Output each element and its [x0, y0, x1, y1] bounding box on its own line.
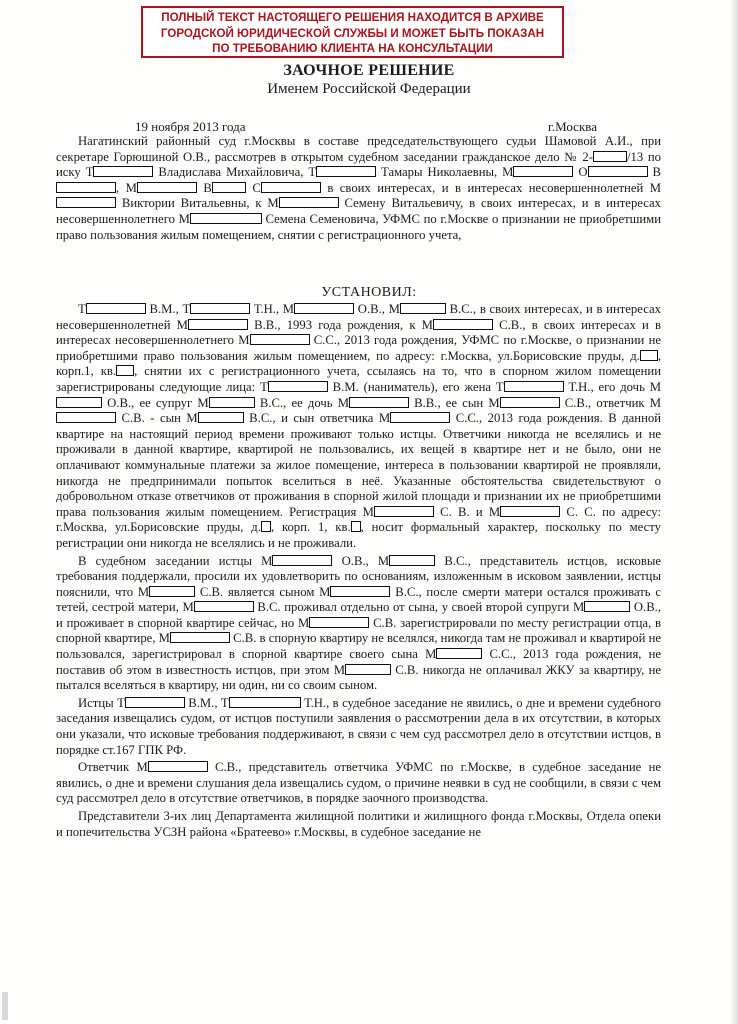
redaction-box [390, 412, 450, 423]
redaction-box [212, 182, 246, 193]
redaction-box [116, 365, 134, 376]
text-run: Т.Н., М [250, 302, 295, 316]
redaction-box [149, 586, 195, 597]
redaction-box [190, 213, 262, 224]
banner-line: ПО ТРЕБОВАНИЮ КЛИЕНТА НА КОНСУЛЬТАЦИИ [212, 42, 493, 55]
text-run: С.В., представитель ответчика УФМС по г.Москве, в судебное заседание не явились, о дне и времени слушания дела извещались судом, о причине неявки в суд не сообщили, в связи с чем суд рассмотрел дело в отсутствие ответчиков, в порядке заочного производства. [56, 760, 662, 806]
plaintiffs-absent-paragraph [56, 696, 661, 758]
banner-line: ГОРОДСКОЙ ЮРИДИЧЕСКОЙ СЛУЖБЫ И МОЖЕТ БЫТЬ ПОКАЗАН [160, 26, 545, 40]
text-run: /13 по иску Т [56, 149, 661, 180]
text-run: С.В. никогда не оплачивал ЖКУ за квартиру, не пытался вселяться в квартиру, ни один, ни со своим сыном. [56, 662, 661, 693]
text-run: Т.Н., его дочь М [563, 379, 661, 394]
scan-margin-mark [2, 992, 8, 1020]
redaction-box [137, 182, 197, 193]
redaction-box [433, 319, 493, 330]
redaction-box [272, 555, 332, 566]
text-run: В.С. проживал отдельно от сына, у своей второй супруги М [253, 600, 585, 615]
section-heading: УСТАНОВИЛ: [321, 285, 417, 300]
scan-edge-shadow [730, 0, 738, 1024]
redaction-box [584, 601, 630, 612]
redaction-box [93, 166, 153, 177]
text-run: Представители 3-их лиц Департамента жилищной политики и жилищного фонда г.Москвы, Отдела опеки и попечительства УСЗН района «Братеево» г.Москвы, в судебное заседание не [56, 809, 661, 839]
text-run: Владислава Михайловича, Т [153, 165, 317, 180]
text-run: , снятии их с регистрационного учета, ссылаясь на то, что в спорном жилом помещении зарегистрированы следующие лица: Т [56, 364, 661, 394]
text-run: Семену Витальевичу, в своих интересах, и в интересах несовершеннолетнего М [56, 196, 661, 226]
redaction-box [56, 182, 116, 193]
text-run: в своих интересах, и в интересах несовершеннолетней М [320, 180, 662, 195]
claim-paragraph [56, 302, 661, 552]
text-run: Ответчик М [78, 760, 148, 775]
redaction-box [56, 397, 102, 408]
text-run: С.В. в спорную квартиру не вселялся, никогда там не проживал и квартирой не пользовался, зарегистрировал в спорной квартире своего сына М [56, 631, 662, 662]
redaction-box [500, 397, 560, 408]
third-parties-paragraph [56, 809, 661, 840]
text-run: В.С., ее дочь М [254, 395, 349, 410]
intro-paragraph [56, 134, 661, 245]
redaction-box [188, 319, 248, 330]
redaction-box [345, 664, 391, 675]
redaction-box [588, 166, 648, 177]
text-run: С.В. - сын М [116, 411, 198, 426]
text-run: В.М., Т [145, 302, 191, 316]
text-run: О.В., М [354, 302, 400, 316]
redaction-box [261, 521, 271, 532]
redaction-box [436, 648, 482, 659]
text-run: В.В., ее сын М [409, 395, 500, 410]
redaction-box [190, 303, 250, 314]
redaction-box [374, 506, 434, 517]
text-run: Семена Семеновича, УФМС по г.Москве о признании не приобретшими право пользования жилым помещением, снятии с регистрационного учета, [56, 211, 661, 242]
redaction-box [56, 412, 116, 423]
text-run: С.С., 2013 года рождения, не поставив об этом в известность истцов, при этом М [56, 647, 662, 677]
redaction-box [279, 197, 339, 208]
text-run: В.В., 1993 года рождения, к М [247, 317, 433, 332]
text-run: С [245, 180, 261, 195]
redaction-box [294, 303, 354, 314]
text-run: Истцы Т [78, 695, 125, 710]
banner-line: ПОЛНЫЙ ТЕКСТ НАСТОЯЩЕГО РЕШЕНИЯ НАХОДИТСЯ В АРХИВЕ [161, 11, 544, 24]
redaction-box [640, 350, 658, 361]
respondent-absent-paragraph [56, 760, 661, 807]
text-run: , носит формальный характер, поскольку по месту регистрации они никогда не вселялись и не проживали. [56, 520, 661, 550]
redaction-box [513, 166, 573, 177]
text-run: В судебном заседании истцы М [78, 553, 273, 568]
redaction-box [351, 521, 361, 532]
text-run: О [573, 165, 588, 180]
redaction-box [56, 197, 116, 208]
document-subtitle: Именем Российской Федерации [267, 81, 471, 97]
redaction-box [170, 632, 230, 643]
redaction-box [349, 397, 409, 408]
decision-date: 19 ноября 2013 года [135, 119, 246, 134]
text-run: Виктории Витальевны, к М [116, 196, 279, 211]
text-run: С.С., 2013 года рождения. В данной квартире на настоящий период времени проживают только истцы. Ответчики никогда не вселялись и не проживали в данной квартире, квартирой не пользовались, их вещей в квартире нет и не было, они не оплачивают коммунальные платежи за жилое помещение, интереса в пользовании квартирой не проявляли, никогда не предпринимали попыток вселиться в неё. Указанные обстоятельства свидетельствуют о добровольном отказе ответчиков от проживания в спорной жилой площади и признании их не приобретшими права пользования жилым помещением. Регистрация М [56, 411, 661, 519]
text-run: , корп. 1, кв. [270, 520, 351, 535]
text-run: В.М. (наниматель), его жена Т [327, 379, 504, 394]
redaction-box [316, 166, 376, 177]
text-run: В.С., представитель истцов, исковые требования поддержали, просили их удовлетворить по основаниям, изложенным в исковом заявлении, истцы пояснили, что М [56, 553, 662, 599]
text-run: О.В., М [332, 553, 390, 568]
text-run: О.В., и проживает в спорной квартире сейчас, но М [56, 600, 662, 630]
redaction-box [309, 617, 369, 628]
text-run: Т.Н., в судебное заседание не явились, о дне и времени судебного заседания извещались судом, от истцов поступили заявления о рассмотрении дела в их отсутствии, в которых они указали, что исковые требования поддерживают, в связи с чем суд рассмотрел дело в отсутствии истцов, в порядке ст.167 ГПК РФ. [56, 695, 662, 757]
text-run: Тамары Николаевны, М [376, 165, 514, 180]
text-run: С.В. является сыном М [195, 584, 331, 599]
redaction-box [209, 397, 255, 408]
redaction-box [389, 555, 435, 566]
decision-body [56, 302, 661, 842]
redaction-box [330, 586, 390, 597]
text-run: С.В., в своих интересах и в интересах несовершеннолетнего М [56, 317, 661, 348]
redaction-box [125, 697, 185, 708]
text-run: С.С., 2013 года рождения, УФМС по г.Москве, о признании не приобретшими право пользования жилым помещением, по адресу: г.Москва, ул.Борисовские пруды, д. [56, 333, 662, 363]
hearing-paragraph [56, 554, 661, 694]
text-run: С.В. зарегистрировали по месту регистрации отца, в спорной квартире, М [56, 615, 661, 646]
redaction-box [148, 761, 208, 772]
text-run: В.С., и сын ответчика М [243, 411, 391, 426]
text-run: , М [116, 180, 137, 195]
redaction-box [400, 303, 446, 314]
text-run: , корп.1, кв. [56, 348, 661, 379]
redaction-box [250, 334, 310, 345]
redaction-box [194, 601, 254, 612]
archive-notice-banner [141, 6, 564, 58]
text-run: В.М., Т [184, 695, 229, 710]
text-run: В.С., после смерти матери остался проживать с тетей, сестрой матери, М [56, 584, 661, 615]
decision-city: г.Москва [548, 119, 597, 134]
redaction-box [500, 506, 560, 517]
text-run: С. С. по адресу: г.Москва, ул.Борисовские пруды, д. [56, 504, 662, 535]
text-run: С. В. и М [433, 504, 501, 519]
text-run: В [647, 165, 662, 180]
text-run: Т [78, 302, 86, 316]
text-run: В [196, 180, 212, 195]
text-run: С.В., ответчик М [559, 395, 661, 410]
text-run: В.С., в своих интересах, и в интересах несовершеннолетней М [56, 302, 661, 332]
redaction-box [504, 381, 564, 392]
redaction-box [86, 303, 146, 314]
redaction-box [198, 412, 244, 423]
redaction-box [593, 151, 627, 162]
redaction-box [229, 697, 301, 708]
text-run: Нагатинский районный суд г.Москвы в составе председательствующего судьи Шамовой А.И., при секретаре Горюшиной О.В., рассмотрев в открытом судебном заседании гражданское дело № 2- [56, 134, 661, 164]
document-title: ЗАОЧНОЕ РЕШЕНИЕ [283, 62, 455, 79]
redaction-box [261, 182, 321, 193]
redaction-box [268, 381, 328, 392]
text-run: О.В., ее супруг М [102, 395, 209, 410]
